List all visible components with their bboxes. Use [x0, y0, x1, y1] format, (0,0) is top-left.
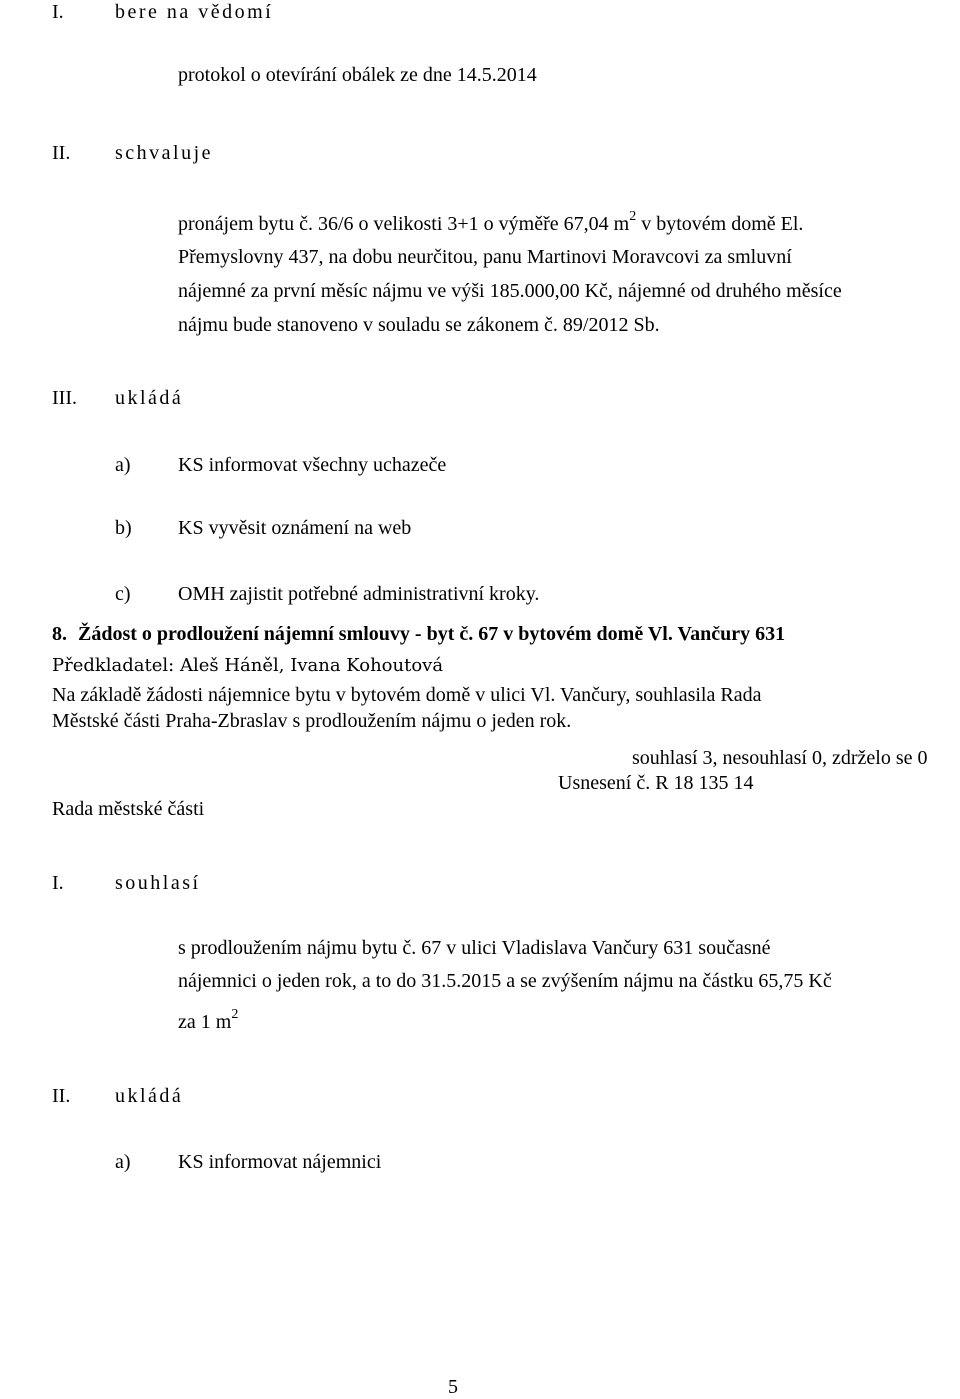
resolution-text-line: nájemnici o jeden rok, a to do 31.5.2015 a se zvýšením nájmu na částku 65,75 Kč [178, 970, 832, 992]
task-letter: a) [115, 1151, 131, 1173]
submitter: Předkladatel: Aleš Háněl, Ivana Kohoutová [52, 655, 444, 676]
resolution-text-line: za 1 $m^2$ [178, 1007, 239, 1033]
resolution-verb: souhlasí [115, 872, 201, 894]
resolution-text-line: nájmu bude stanoveno v souladu se zákonem č. 89/2012 Sb. [178, 314, 660, 336]
resolution-item-numeral: III. [52, 387, 77, 409]
resolution-text-line: nájemné za první měsíc nájmu ve výši 185.000,00 Kč, nájemné od druhého měsíce [178, 280, 842, 302]
council-name: Rada městské části [52, 798, 205, 820]
resolution-verb: bere na vědomí [115, 1, 274, 23]
task-text: KS informovat nájemnici [178, 1151, 382, 1173]
resolution-item-numeral: II. [52, 1085, 71, 1107]
resolution-text-line: Přemyslovny 437, na dobu neurčitou, panu Martinovi Moravcovi za smluvní [178, 246, 792, 268]
resolution-number: Usnesení č. R 18 135 14 [558, 772, 754, 794]
description-line: Na základě žádosti nájemnice bytu v bytovém domě v ulici Vl. Vančury, souhlasila Rada [52, 684, 762, 706]
resolution-verb: ukládá [115, 1085, 184, 1107]
agenda-item-number: 8. [52, 623, 67, 645]
resolution-text-line: pronájem bytu č. 36/6 o velikosti 3+1 o výměře 67,04 $m^2$ v bytovém domě El. [178, 209, 804, 235]
resolution-item-numeral: I. [52, 872, 64, 894]
resolution-text-line: s prodloužením nájmu bytu č. 67 v ulici Vladislava Vančury 631 současné [178, 937, 771, 959]
task-text: KS vyvěsit oznámení na web [178, 517, 412, 539]
resolution-text: protokol o otevírání obálek ze dne 14.5.2014 [178, 64, 537, 86]
vote-result: souhlasí 3, nesouhlasí 0, zdrželo se 0 [632, 747, 928, 769]
task-letter: b) [115, 517, 132, 539]
resolution-verb: schvaluje [115, 142, 214, 164]
task-letter: a) [115, 454, 131, 476]
resolution-verb: ukládá [115, 387, 184, 409]
resolution-item-numeral: II. [52, 142, 71, 164]
task-text: KS informovat všechny uchazeče [178, 454, 447, 476]
task-text: OMH zajistit potřebné administrativní kroky. [178, 583, 540, 605]
task-letter: c) [115, 583, 131, 605]
description-line: Městské části Praha-Zbraslav s prodloužením nájmu o jeden rok. [52, 710, 572, 732]
resolution-item-numeral: I. [52, 1, 64, 23]
page-number: 5 [448, 1376, 458, 1398]
agenda-item-title: Žádost o prodloužení nájemní smlouvy - byt č. 67 v bytovém domě Vl. Vančury 631 [78, 623, 786, 645]
